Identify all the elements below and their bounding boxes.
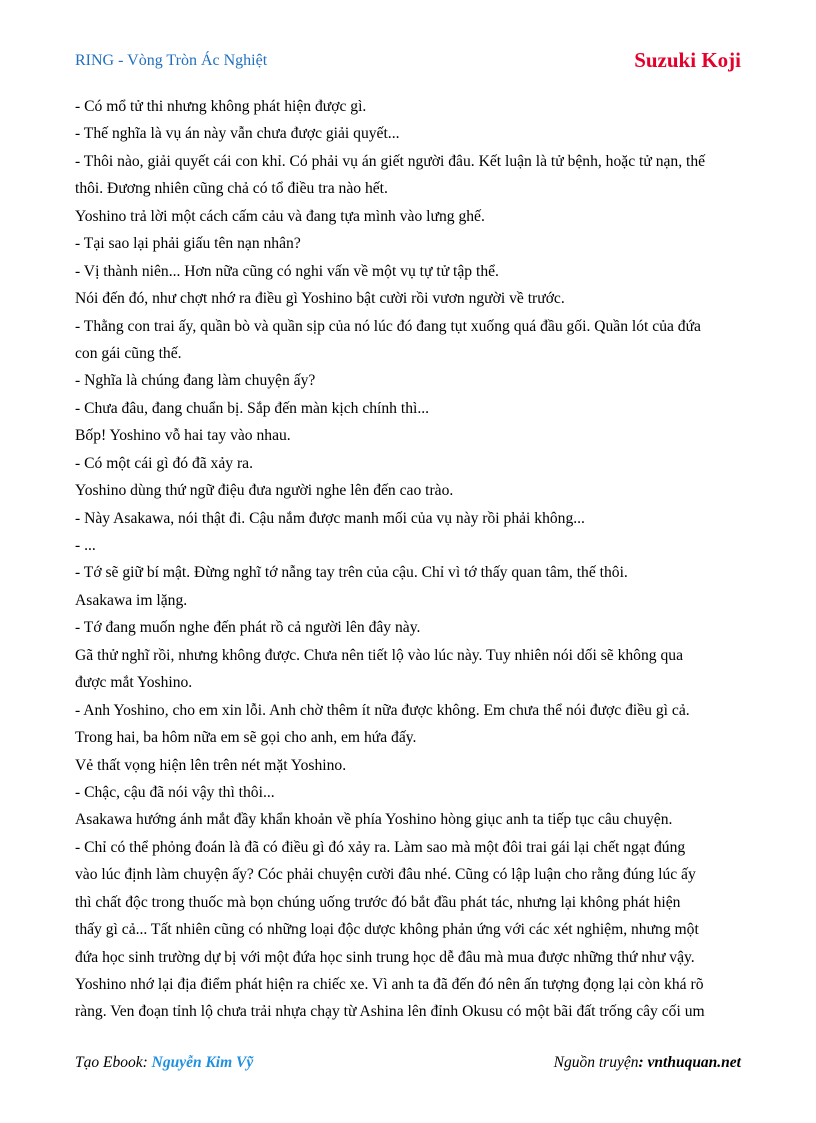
text-line: thấy gì cả... Tất nhiên cũng có những loại độc dược không phản ứng với các xét nghiệm, nhưng một xyxy=(75,921,699,939)
text-line: - Anh Yoshino, cho em xin lỗi. Anh chờ thêm ít nữa được không. Em chưa thể nói được điều gì cả. xyxy=(75,701,690,719)
text-line: - ... xyxy=(75,537,96,554)
text-line: - Nghĩa là chúng đang làm chuyện ấy? xyxy=(75,372,316,390)
text-line: - Tại sao lại phải giấu tên nạn nhân? xyxy=(75,235,301,253)
text-line: - Vị thành niên... Hơn nữa cũng có nghi vấn về một vụ tự tử tập thể. xyxy=(75,262,499,280)
text-line: thôi. Đương nhiên cũng chả có tổ điều tra nào hết. xyxy=(75,180,388,198)
text-line: - Tớ sẽ giữ bí mật. Đừng nghĩ tớ nẫng tay trên của cậu. Chỉ vì tớ thấy quan tâm, thế thôi. xyxy=(75,564,628,582)
ebook-label: Tạo Ebook xyxy=(75,1054,143,1071)
text-line: Yoshino dùng thứ ngữ điệu đưa người nghe lên đến cao trào. xyxy=(75,482,454,500)
text-line: Bốp! Yoshino vỗ hai tay vào nhau. xyxy=(75,427,291,445)
text-line: Nói đến đó, như chợt nhớ ra điều gì Yoshino bật cười rồi vươn người về trước. xyxy=(75,290,565,308)
text-line: Asakawa im lặng. xyxy=(75,591,188,609)
page-header xyxy=(75,48,741,78)
source-site: vnthuquan.net xyxy=(647,1054,741,1071)
text-line: - Chưa đâu, đang chuẩn bị. Sắp đến màn kịch chính thì... xyxy=(75,399,430,417)
author-name: Suzuki Koji xyxy=(634,48,741,72)
text-line: vào lúc định làm chuyện ấy? Cóc phải chuyện cười đâu nhé. Cũng có lập luận cho rằng đúng lúc ấy xyxy=(75,866,696,884)
text-line: - Có một cái gì đó đã xảy ra. xyxy=(75,454,253,472)
book-title: RING - Vòng Tròn Ác Nghiệt xyxy=(75,52,268,69)
text-line: - Tớ đang muốn nghe đến phát rồ cả người lên đây này. xyxy=(75,619,421,637)
ebook-credit: Tạo Ebook: Nguyễn Kim Vỹ xyxy=(75,1054,254,1071)
text-line: - Thôi nào, giải quyết cái con khỉ. Có phải vụ án giết người đâu. Kết luận là tử bệnh, hoặc tử nạn, thế xyxy=(75,152,706,170)
text-line: Asakawa hướng ánh mắt đầy khẩn khoản về phía Yoshino hòng giục anh ta tiếp tục câu chuyện. xyxy=(75,811,673,829)
ebook-creator: Nguyễn Kim Vỹ xyxy=(151,1054,254,1071)
text-line: - Này Asakawa, nói thật đi. Cậu nắm được manh mối của vụ này rồi phải không... xyxy=(75,509,585,527)
text-line: con gái cũng thế. xyxy=(75,344,182,362)
text-line: - Chỉ có thể phỏng đoán là đã có điều gì đó xảy ra. Làm sao mà một đôi trai gái lại chết ngạt đúng xyxy=(75,838,686,856)
source-credit: Nguồn truyện: vnthuquan.net xyxy=(553,1054,741,1071)
text-line: ràng. Ven đoạn tỉnh lộ chưa trải nhựa chạy từ Ashina lên đỉnh Okusu có một bãi đất trống cây cối um xyxy=(75,1003,705,1021)
page-body xyxy=(75,93,743,1026)
text-line: Gã thử nghĩ rồi, nhưng không được. Chưa nên tiết lộ vào lúc này. Tuy nhiên nói dối sẽ không qua xyxy=(75,646,683,664)
text-line: Vẻ thất vọng hiện lên trên nét mặt Yoshino. xyxy=(75,756,347,774)
text-line: được mắt Yoshino. xyxy=(75,674,193,692)
source-label: Nguồn truyện xyxy=(553,1054,639,1071)
text-line: - Thằng con trai ấy, quần bò và quần sịp của nó lúc đó đang tụt xuống quá đầu gối. Quần lót của đứa xyxy=(75,317,701,335)
text-line: đứa học sinh trường dự bị với một đứa học sinh trung học dễ đâu mà mua được những thứ như vậy. xyxy=(75,948,695,966)
text-line: Yoshino nhớ lại địa điểm phát hiện ra chiếc xe. Vì anh ta đã đến đó nên ấn tượng đọng lại còn khá rõ xyxy=(75,976,704,993)
text-line: Yoshino trả lời một cách cấm cảu và đang tựa mình vào lưng ghế. xyxy=(75,207,485,225)
text-line: - Thế nghĩa là vụ án này vẫn chưa được giải quyết... xyxy=(75,125,400,143)
page-footer xyxy=(75,1054,741,1078)
text-line: - Có mổ tử thi nhưng không phát hiện được gì. xyxy=(75,98,367,115)
text-line: thì chất độc trong thuốc mà bọn chúng uống trước đó bắt đầu phát tác, nhưng lại không phát hiện xyxy=(75,893,681,911)
text-line: - Chậc, cậu đã nói vậy thì thôi... xyxy=(75,783,275,801)
text-line: Trong hai, ba hôm nữa em sẽ gọi cho anh, em hứa đấy. xyxy=(75,729,417,747)
